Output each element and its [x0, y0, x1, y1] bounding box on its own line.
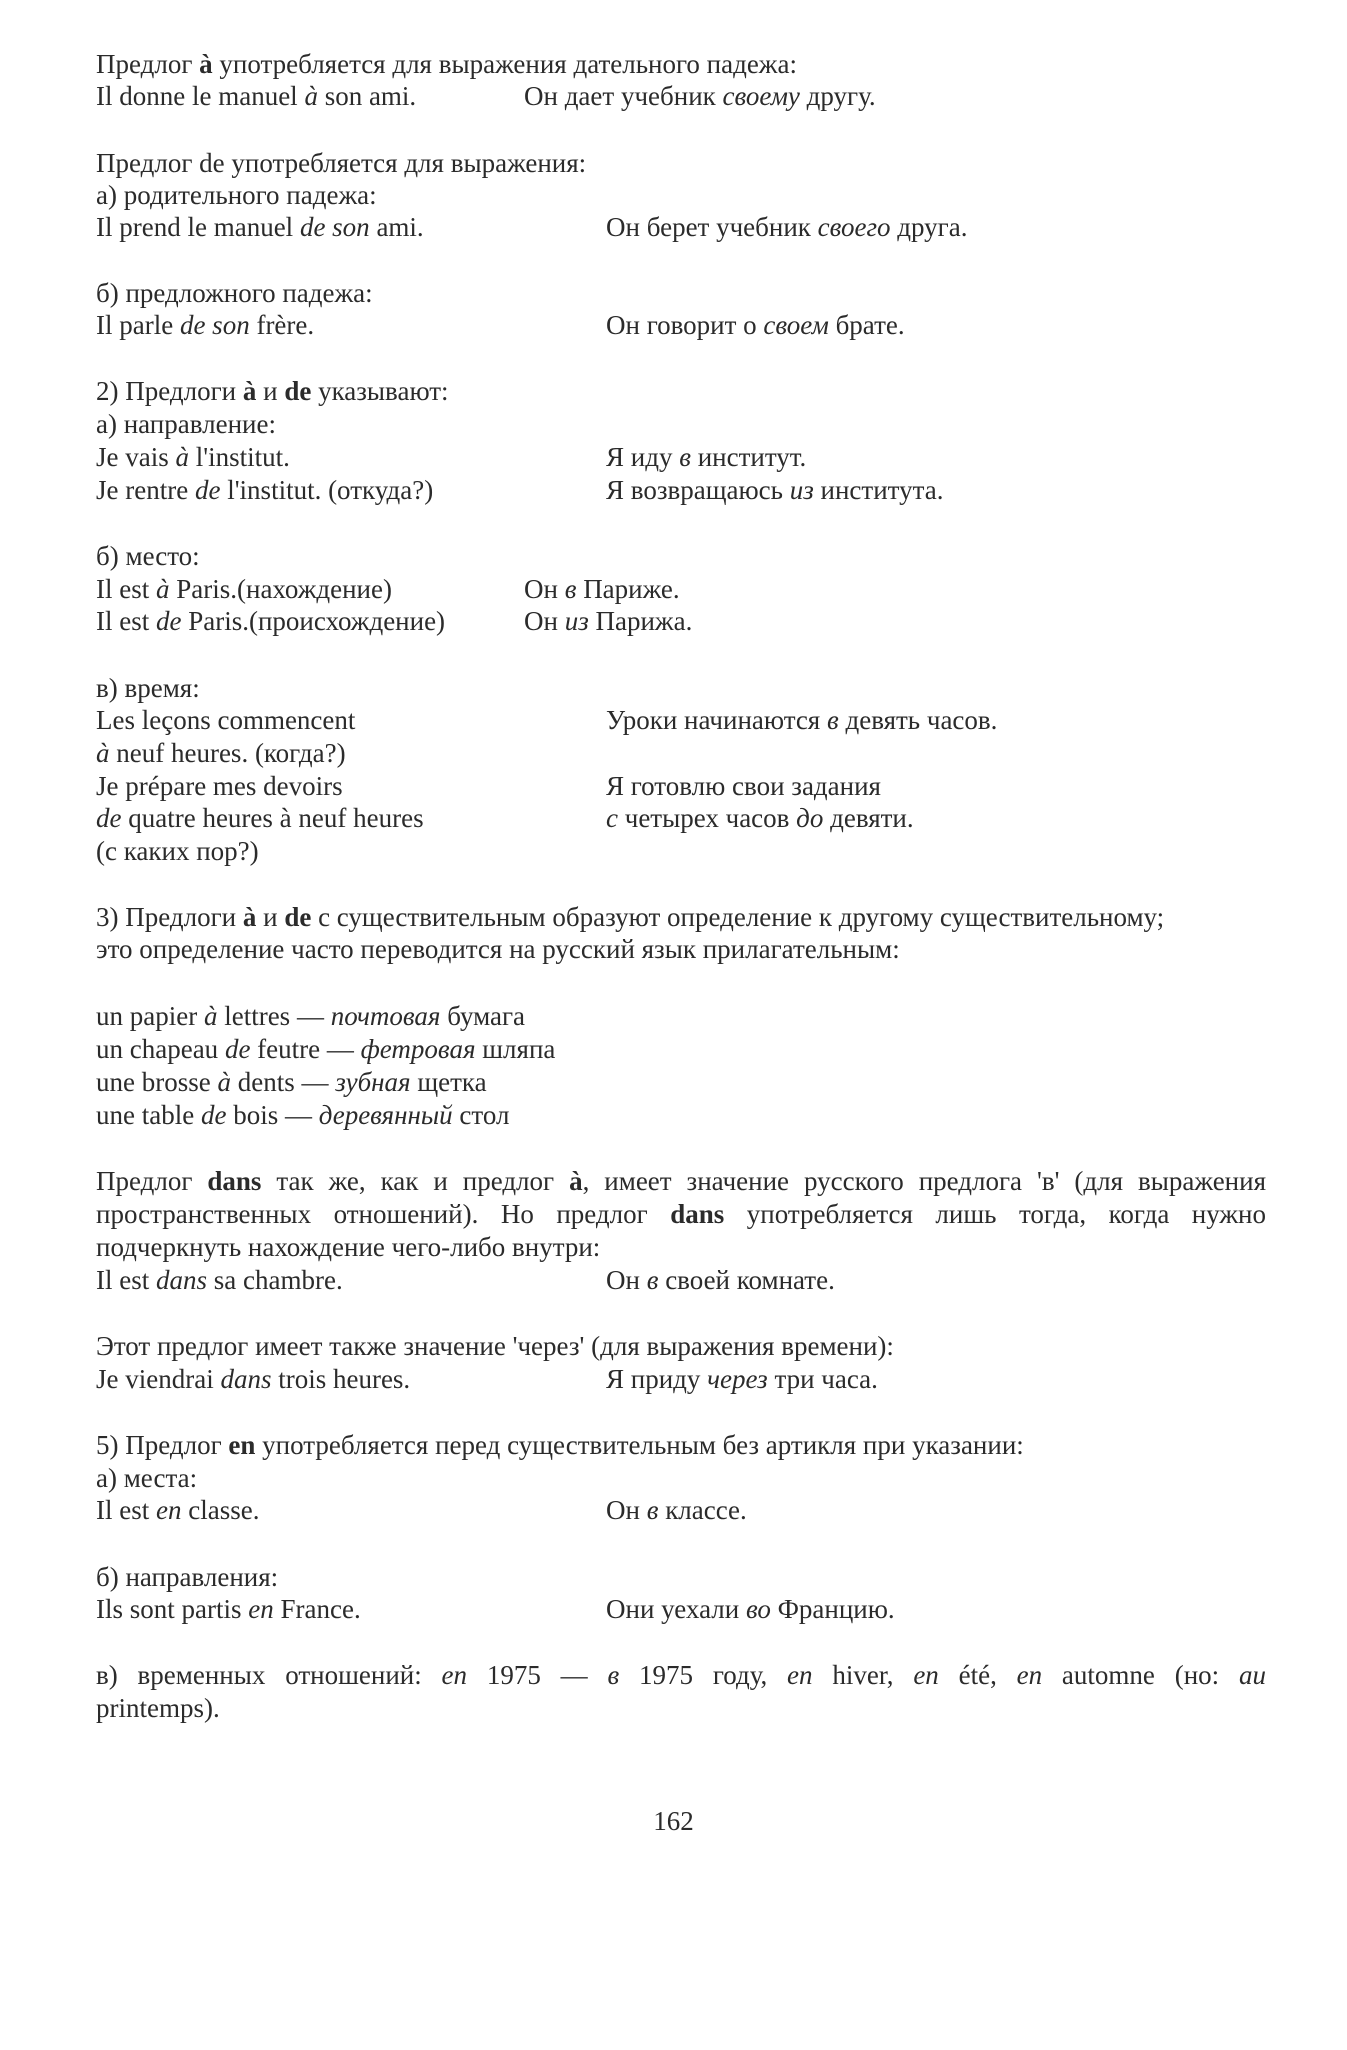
- example-french: Il donne le manuel à son ami.: [96, 81, 417, 111]
- example-russian: Я возвращаюсь из института.: [606, 475, 944, 505]
- example-line: un papier à lettres — почтовая бумага: [96, 1001, 526, 1031]
- example-french: Il est à Paris.(нахождение): [96, 574, 392, 604]
- example-french: Je viendrai dans trois heures.: [96, 1364, 411, 1394]
- text-line: а) направление:: [96, 409, 276, 439]
- paragraph-line: пространственных отношений). Но предлог dans употребляется лишь тогда, когда нужно: [96, 1199, 1267, 1229]
- text-line: б) предложного падежа:: [96, 278, 373, 308]
- text-line: Предлог à употребляется для выражения дательного падежа:: [96, 49, 797, 79]
- example-russian: Он берет учебник своего друга.: [606, 212, 968, 242]
- example-french: Il est dans sa chambre.: [96, 1265, 343, 1295]
- paragraph-line: подчеркнуть нахождение чего-либо внутри:: [96, 1232, 601, 1262]
- section-heading: 2) Предлоги à и de указывают:: [96, 376, 449, 406]
- example-line: un chapeau de feutre — фетровая шляпа: [96, 1034, 556, 1064]
- example-french: Je prépare mes devoirs: [96, 771, 343, 801]
- example-russian: Он в Париже.: [524, 574, 680, 604]
- section-heading: 5) Предлог en употребляется перед существительным без артикля при указании:: [96, 1430, 1024, 1460]
- text-line: а) места:: [96, 1463, 198, 1493]
- page-number: 162: [653, 1806, 694, 1836]
- text-line: в) время:: [96, 673, 200, 703]
- example-russian: с четырех часов до девяти.: [606, 803, 914, 833]
- example-russian: Они уехали во Францию.: [606, 1594, 895, 1624]
- example-line: une brosse à dents — зубная щетка: [96, 1067, 487, 1097]
- paragraph-line: в) временных отношений: en 1975 — в 1975 году, en hiver, en été, en automne (но: au: [96, 1660, 1266, 1690]
- example-russian: Он в своей комнате.: [606, 1265, 835, 1295]
- example-russian: Я приду через три часа.: [606, 1364, 878, 1394]
- example-russian: Я готовлю свои задания: [606, 771, 881, 801]
- text-line: б) место:: [96, 541, 200, 571]
- text-line: (с каких пор?): [96, 836, 259, 866]
- text-line: Предлог de употребляется для выражения:: [96, 148, 587, 178]
- text-line: а) родительного падежа:: [96, 180, 377, 210]
- example-line: une table de bois — деревянный стол: [96, 1100, 510, 1130]
- example-french: Il prend le manuel de son ami.: [96, 212, 424, 242]
- example-french: Il est en classe.: [96, 1495, 260, 1525]
- example-french: Ils sont partis en France.: [96, 1594, 361, 1624]
- example-french: Il parle de son frère.: [96, 310, 315, 340]
- section-heading: 3) Предлоги à и de с существительным образуют определение к другому существительному;: [96, 902, 1165, 932]
- example-french: à neuf heures. (когда?): [96, 738, 346, 768]
- text-line: это определение часто переводится на русский язык прилагательным:: [96, 934, 900, 964]
- example-french: Il est de Paris.(происхождение): [96, 606, 446, 636]
- example-french: Les leçons commencent: [96, 705, 356, 735]
- example-russian: Он дает учебник своему другу.: [524, 81, 876, 111]
- paragraph-line: printemps).: [96, 1693, 220, 1723]
- example-french: Je rentre de l'institut. (откуда?): [96, 475, 434, 505]
- example-french: Je vais à l'institut.: [96, 442, 290, 472]
- example-russian: Я иду в институт.: [606, 442, 807, 472]
- paragraph-line: Предлог dans так же, как и предлог à, имеет значение русского предлога 'в' (для выражения: [96, 1166, 1266, 1196]
- example-russian: Уроки начинаются в девять часов.: [606, 705, 998, 735]
- example-russian: Он в классе.: [606, 1495, 747, 1525]
- example-french: de quatre heures à neuf heures: [96, 803, 424, 833]
- text-line: Этот предлог имеет также значение 'через' (для выражения времени):: [96, 1331, 894, 1361]
- text-line: б) направления:: [96, 1562, 279, 1592]
- example-russian: Он из Парижа.: [524, 606, 693, 636]
- example-russian: Он говорит о своем брате.: [606, 310, 905, 340]
